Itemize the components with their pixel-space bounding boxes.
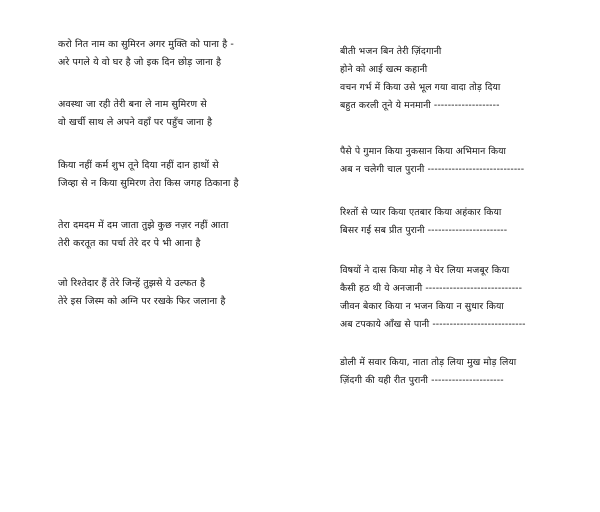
verse-line: अब टपकाये आँख से पानी --------------------------- xyxy=(340,319,526,330)
verse-line: अब न चलेगी चाल पुरानी ---------------------------- xyxy=(340,164,525,175)
verse-line: जीवन बेकार किया न भजन किया न सुधार किया xyxy=(340,301,504,312)
verse-line: किया नहीं कर्म शुभ तूने दिया नहीं दान हाथों से xyxy=(58,160,219,171)
verse-line: कैसी हठ थी ये अनजानी ---------------------------- xyxy=(340,283,523,294)
verse-line: तेरी करतूत का पर्चा तेरे दर पे भी आना है xyxy=(58,238,201,249)
verse-line: बिसर गई सब प्रीत पुरानी ----------------------- xyxy=(340,225,508,236)
verse-line: होने को आई खत्म कहानी xyxy=(340,64,428,75)
left-stanza-2 xyxy=(58,96,313,132)
left-stanza-4 xyxy=(58,217,313,253)
right-stanza-3 xyxy=(340,204,595,240)
verse-line: ज़िंदगी की यही रीत पुरानी --------------------- xyxy=(340,375,504,386)
verse-line: जिव्हा से न किया सुमिरण तेरा किस जगह ठिकाना है xyxy=(58,178,239,189)
verse-line: बहुत करली तूने ये मनमानी ------------------- xyxy=(340,100,500,111)
left-stanza-5 xyxy=(58,275,313,311)
verse-line: तेरा दमदम में दम जाता तुझे कुछ नज़र नहीं आता xyxy=(58,220,229,231)
verse-line: पैसे पे गुमान किया नुकसान किया अभिमान किया xyxy=(340,146,506,157)
left-stanza-3 xyxy=(58,157,313,193)
verse-line: अरे पगले ये वो घर है जो इक दिन छोड़ जाना है xyxy=(58,57,222,68)
verse-line: रिश्तों से प्यार किया एतबार किया अहंकार किया xyxy=(340,207,502,218)
left-stanza-1 xyxy=(58,36,313,72)
right-stanza-2 xyxy=(340,143,595,179)
verse-line: विषयों ने दास किया मोह ने घेर लिया मजबूर किया xyxy=(340,265,510,276)
verse-line: वचन गर्भ में किया उसे भूल गया वादा तोड़ दिया xyxy=(340,82,501,93)
verse-line: अवस्था जा रही तेरी बना ले नाम सुमिरण से xyxy=(58,99,207,110)
right-stanza-5 xyxy=(340,354,595,390)
verse-line: डोली में सवार किया, नाता तोड़ लिया मुख मोड़ लिया xyxy=(340,357,517,368)
verse-line: वो खर्ची साथ ले अपने वहाँ पर पहुँच जाना है xyxy=(58,117,213,128)
verse-line: जो रिश्तेदार हैं तेरे जिन्हें तुझसे ये उल्फत है xyxy=(58,278,206,289)
right-stanza-1 xyxy=(340,43,595,115)
verse-line: बीती भजन बिन तेरी ज़िंदगानी xyxy=(340,46,442,57)
verse-line: तेरे इस जिस्म को अग्नि पर रखके फिर जलाना है xyxy=(58,296,226,307)
right-stanza-4 xyxy=(340,262,595,334)
verse-line: करो नित नाम का सुमिरन अगर मुक्ति को पाना है - xyxy=(58,39,234,50)
